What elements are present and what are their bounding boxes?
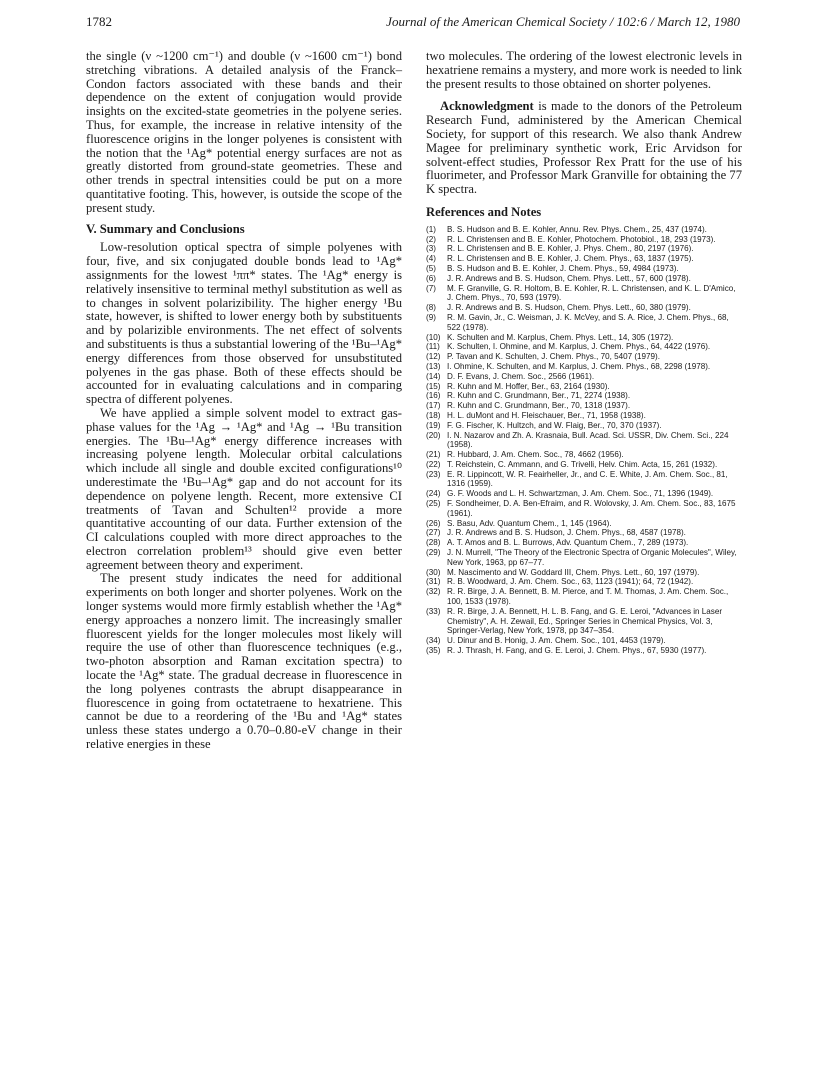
reference-text: J. R. Andrews and B. S. Hudson, J. Chem. Phys., 68, 4587 (1978). — [447, 528, 686, 538]
reference-number: (12) — [426, 352, 441, 362]
reference-item — [426, 528, 742, 538]
reference-text: E. R. Lippincott, W. R. Feairheller, Jr., and C. E. White, J. Am. Chem. Soc., 81, 1316 (1959). — [447, 469, 728, 489]
reference-item — [426, 431, 742, 451]
reference-number: (15) — [426, 381, 441, 391]
reference-item — [426, 568, 742, 578]
acknowledgment-text: is made to the donors of the Petroleum Research Fund, administered by the American Chemical Society, for support of this research. We also thank Andrew Magee for preliminary synthetic work, Eric Arvidson for solvent-effect studies, Professor Rex Pratt for the use of his fluorimeter, and Professor Mark Granville for obtaining the 77 K spectra. — [426, 99, 742, 197]
reference-item — [426, 401, 742, 411]
reference-number: (10) — [426, 332, 441, 342]
reference-number: (5) — [426, 263, 436, 273]
reference-item — [426, 313, 742, 333]
reference-text: J. N. Murrell, "The Theory of the Electronic Spectra of Organic Molecules", Wiley, New York, 1963, pp 67–77. — [447, 548, 737, 567]
reference-item — [426, 587, 742, 607]
reference-item — [426, 254, 742, 264]
reference-number: (4) — [426, 254, 436, 264]
reference-text: T. Reichstein, C. Ammann, and G. Trivelli, Helv. Chim. Acta, 15, 261 (1932). — [447, 459, 718, 469]
reference-number: (2) — [426, 234, 436, 244]
reference-number: (13) — [426, 361, 441, 371]
reference-text: R. L. Christensen and B. E. Kohler, J. Chem. Phys., 63, 1837 (1975). — [447, 254, 694, 264]
reference-number: (33) — [426, 606, 441, 616]
reference-text: I. N. Nazarov and Zh. A. Krasnaia, Bull. Acad. Sci. USSR, Div. Chem. Sci., 224 (1958). — [447, 430, 729, 450]
reference-number: (11) — [426, 342, 440, 352]
reference-text: F. G. Fischer, K. Hultzch, and W. Flaig, Ber., 70, 370 (1937). — [447, 420, 662, 430]
right-column — [426, 50, 742, 656]
reference-item — [426, 244, 742, 254]
reference-item — [426, 577, 742, 587]
reference-text: M. Nascimento and W. Goddard III, Chem. Phys. Lett., 60, 197 (1979). — [447, 567, 700, 577]
body-paragraph: The present study indicates the need for additional experiments on both longer and shorter polyenes. Work on the longer systems would more firmly establish whether the ¹Ag* energy approaches a nonzero limit. The increasingly smaller fluorescent yields for the longer molecules most likely will require the use of other than fluorescence techniques (e.g., two-photon absorption and Raman excitation spectra) to locate the ¹Ag* state. The gradual decrease in fluorescence in the long polyenes contrasts the abrupt disappearance in fluorescence in going from octatetraene to hexatriene. This cannot be due to a reordering of the ¹Bu and ¹Ag* states unless these states undergo a 0.70–0.80-eV change in their relative energies in these — [86, 571, 402, 752]
acknowledgment-label: Acknowledgment — [440, 99, 534, 114]
reference-number: (35) — [426, 646, 441, 656]
journal-citation: Journal of the American Chemical Society / 102:6 / March 12, 1980 — [386, 14, 740, 29]
reference-item — [426, 499, 742, 519]
reference-text: R. L. Christensen and B. E. Kohler, J. Phys. Chem., 80, 2197 (1976). — [447, 244, 694, 254]
reference-number: (22) — [426, 459, 441, 469]
reference-number: (20) — [426, 430, 441, 440]
reference-item — [426, 372, 742, 382]
reference-number: (14) — [426, 371, 441, 381]
reference-text: A. T. Amos and B. L. Burrows, Adv. Quantum Chem., 7, 289 (1973). — [447, 538, 689, 548]
reference-text: B. S. Hudson and B. E. Kohler, Annu. Rev. Phys. Chem., 25, 437 (1974). — [447, 224, 707, 234]
reference-item — [426, 333, 742, 343]
reference-text: M. F. Granville, G. R. Holtom, B. E. Kohler, R. L. Christensen, and K. L. D'Amico, J. Chem. Phys., 70, 593 (1979). — [447, 283, 736, 303]
body-paragraph: Low-resolution optical spectra of simple polyenes with four, five, and six conjugated double bonds lead to ¹Ag* assignments for the lowest ¹ππ* states. The ¹Ag* energy is relatively insensitive to terminal methyl substitution as well as to changes in solvent polarizibility. The higher energy ¹Bu state, however, is shifted to lower energy both by substituents and by polarizible environments. The net effect of solvents and substituents is thus a substantial lowering of the ¹Bu–¹Ag* energy differences from those observed for unsubstituted polyenes in the gas phase. Both of these effects should be accounted for in evaluating calculations and in comparing spectra of different polyenes. — [86, 240, 402, 407]
reference-number: (29) — [426, 548, 441, 558]
reference-number: (7) — [426, 283, 436, 293]
body-paragraph: the single (ν ~1200 cm⁻¹) and double (ν ~1600 cm⁻¹) bond stretching vibrations. A detailed analysis of the Franck–Condon factors associated with these bands and their dependence on the extent of conjugation would provide insights on the excited-state geometries in the polyene series. Thus, for example, the increase in relative intensity of the fluorescence origins in the longer polyenes is consistent with the notion that the ¹Ag* potential energy surfaces are not as greatly distorted from ground-state geometries. These and other trends in spectral intensities could be put on a more quantitative footing. This, however, is outside the scope of the present study. — [86, 49, 402, 215]
reference-number: (25) — [426, 499, 441, 509]
reference-text: P. Tavan and K. Schulten, J. Chem. Phys., 70, 5407 (1979). — [447, 352, 660, 362]
reference-number: (28) — [426, 538, 441, 548]
reference-number: (17) — [426, 401, 441, 411]
reference-item — [426, 342, 742, 352]
reference-text: J. R. Andrews and B. S. Hudson, Chem. Phys. Lett., 57, 600 (1978). — [447, 273, 691, 283]
body-paragraph: two molecules. The ordering of the lowest electronic levels in hexatriene remains a mystery, and more work is needed to link the present results to those obtained on shorter polyenes. — [426, 49, 742, 91]
reference-text: S. Basu, Adv. Quantum Chem., 1, 145 (1964). — [447, 518, 612, 528]
reference-text: G. F. Woods and L. H. Schwartzman, J. Am. Chem. Soc., 71, 1396 (1949). — [447, 489, 714, 499]
reference-text: R. Kuhn and C. Grundmann, Ber., 70, 1318 (1937). — [447, 401, 631, 411]
reference-item — [426, 450, 742, 460]
reference-number: (3) — [426, 244, 436, 254]
reference-text: R. J. Thrash, H. Fang, and G. E. Leroi, J. Chem. Phys., 67, 5930 (1977). — [447, 646, 707, 656]
reference-item — [426, 607, 742, 636]
reference-item — [426, 489, 742, 499]
acknowledgment-paragraph — [426, 100, 742, 197]
reference-number: (19) — [426, 420, 441, 430]
running-header — [86, 14, 740, 30]
reference-number: (31) — [426, 577, 441, 587]
reference-text: R. Kuhn and M. Hoffer, Ber., 63, 2164 (1930). — [447, 381, 610, 391]
reference-number: (30) — [426, 567, 441, 577]
reference-item — [426, 460, 742, 470]
reference-text: F. Sondheimer, D. A. Ben-Efraim, and R. Wolovsky, J. Am. Chem. Soc., 83, 1675 (1961). — [447, 499, 736, 518]
reference-item — [426, 225, 742, 235]
reference-number: (6) — [426, 273, 436, 283]
reference-text: B. S. Hudson and B. E. Kohler, J. Chem. Phys., 59, 4984 (1973). — [447, 263, 679, 273]
reference-text: D. F. Evans, J. Chem. Soc., 2566 (1961). — [447, 371, 595, 381]
reference-text: J. R. Andrews and B. S. Hudson, Chem. Phys. Lett., 60, 380 (1979). — [447, 303, 691, 313]
reference-text: R. R. Birge, J. A. Bennett, B. M. Pierce, and T. M. Thomas, J. Am. Chem. Soc., 100, 1533 (1978). — [447, 587, 729, 607]
reference-item — [426, 235, 742, 245]
reference-item — [426, 264, 742, 274]
reference-list — [426, 225, 742, 656]
reference-number: (1) — [426, 224, 436, 234]
references-heading: References and Notes — [426, 204, 542, 219]
reference-text: R. Kuhn and C. Grundmann, Ber., 71, 2274 (1938). — [447, 391, 631, 401]
section-heading: V. Summary and Conclusions — [86, 221, 245, 236]
reference-text: R. M. Gavin, Jr., C. Weisman, J. K. McVey, and S. A. Rice, J. Chem. Phys., 68, 522 (1978). — [447, 312, 729, 332]
reference-item — [426, 636, 742, 646]
reference-text: R. R. Birge, J. A. Bennett, H. L. B. Fang, and G. E. Leroi, "Advances in Laser Chemistry", A. H. Zewail, Ed., Springer Series in Chemical Physics, Vol. 3, Springer-Verlag, New York, 1978, pp 347–354. — [447, 606, 723, 636]
reference-item — [426, 382, 742, 392]
reference-item — [426, 411, 742, 421]
reference-item — [426, 284, 742, 304]
reference-number: (34) — [426, 636, 441, 646]
reference-text: I. Ohmine, K. Schulten, and M. Karplus, J. Chem. Phys., 68, 2298 (1978). — [447, 361, 711, 371]
page-number: 1782 — [86, 14, 112, 29]
reference-number: (9) — [426, 312, 436, 322]
reference-text: K. Schulten and M. Karplus, Chem. Phys. Lett., 14, 305 (1972). — [447, 332, 674, 342]
reference-text: H. L. duMont and H. Fleischauer, Ber., 71, 1958 (1938). — [447, 410, 646, 420]
reference-number: (27) — [426, 528, 441, 538]
reference-text: R. Hubbard, J. Am. Chem. Soc., 78, 4662 (1956). — [447, 450, 624, 460]
reference-number: (23) — [426, 469, 441, 479]
reference-item — [426, 470, 742, 490]
reference-item — [426, 538, 742, 548]
reference-item — [426, 548, 742, 568]
reference-text: R. L. Christensen and B. E. Kohler, Photochem. Photobiol., 18, 293 (1973). — [447, 234, 716, 244]
reference-text: K. Schulten, I. Ohmine, and M. Karplus, J. Chem. Phys., 64, 4422 (1976). — [447, 342, 711, 352]
reference-number: (8) — [426, 303, 436, 313]
reference-text: R. B. Woodward, J. Am. Chem. Soc., 63, 1123 (1941); 64, 72 (1942). — [447, 577, 694, 587]
body-paragraph: We have applied a simple solvent model to extract gas-phase values for the ¹Ag → ¹Ag* and ¹Ag → ¹Bu transition energies. The ¹Bu–¹Ag* energy difference increases with increasing polyene length. Molecular orbital calculations which include all single and double excited configurations¹⁰ underestimate the ¹Bu–¹Ag* gap and do not account for its dependence on polyene length. Recent, more extensive CI treatments of Tavan and Schulten¹² provide a more quantitative accounting of our data. Further extension of the CI calculations coupled with more direct approaches to the electron correlation problem¹³ should give even better agreement between theory and experiment. — [86, 405, 402, 572]
reference-item — [426, 274, 742, 284]
reference-item — [426, 391, 742, 401]
reference-item — [426, 646, 742, 656]
reference-item — [426, 519, 742, 529]
reference-number: (16) — [426, 391, 441, 401]
reference-number: (24) — [426, 489, 441, 499]
left-column — [86, 50, 402, 752]
reference-item — [426, 352, 742, 362]
reference-number: (32) — [426, 587, 441, 597]
reference-number: (26) — [426, 518, 441, 528]
reference-item — [426, 362, 742, 372]
reference-text: U. Dinur and B. Honig, J. Am. Chem. Soc., 101, 4453 (1979). — [447, 636, 666, 646]
reference-number: (21) — [426, 450, 441, 460]
reference-item — [426, 421, 742, 431]
reference-item — [426, 303, 742, 313]
reference-number: (18) — [426, 410, 441, 420]
